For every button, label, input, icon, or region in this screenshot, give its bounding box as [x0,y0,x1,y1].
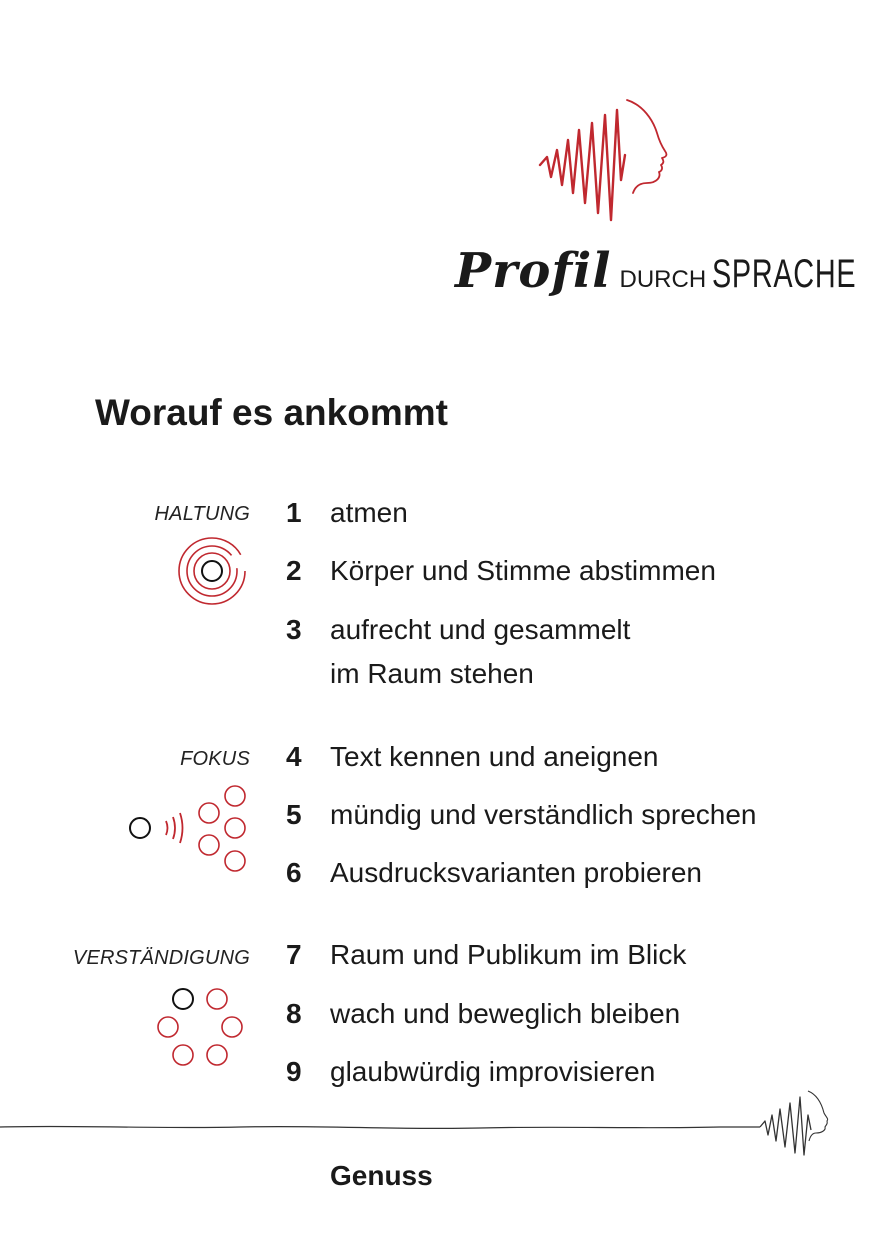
logo-wordmark [455,243,877,299]
item-text: mündig und verständlich sprechen [330,799,757,830]
list-item [286,851,702,895]
sound-waves-circles-icon [125,783,255,878]
item-number: 7 [286,939,302,970]
divider-line-with-profile-icon [0,1085,877,1165]
item-text: aufrecht und gesammelt [330,614,631,645]
item-number: 9 [286,1056,302,1087]
list-item [286,491,408,535]
page-title: Worauf es ankommt [95,392,448,433]
logo-word-durch: DURCH [619,266,707,293]
item-text: Körper und Stimme abstimmen [330,555,716,586]
item-text: wach und beweglich bleiben [330,998,681,1029]
list-item [286,549,716,593]
logo-word-profil: Profil [455,243,612,299]
list-item [286,793,756,837]
item-number: 4 [286,741,302,772]
category-label-verstaendigung: VERSTÄNDIGUNG [72,947,250,969]
item-number: 8 [286,998,302,1029]
item-number: 5 [286,799,302,830]
item-text: glaubwürdig improvisieren [330,1056,656,1087]
circle-ring-icon [152,985,248,1071]
list-item [286,735,659,779]
item-text: Raum und Publikum im Blick [330,939,687,970]
concentric-circles-icon [175,535,249,609]
voice-profile-icon [535,95,695,240]
item-number: 2 [286,555,302,586]
item-text: Text kennen und aneignen [330,741,659,772]
item-text: Ausdrucksvarianten probieren [330,857,702,888]
item-number: 6 [286,857,302,888]
item-text-line2: im Raum stehen [330,658,534,689]
logo-word-sprache: SPRACHE [712,252,857,296]
list-item [286,992,680,1036]
item-number: 1 [286,497,302,528]
list-item [286,933,686,977]
footer-label: Genuss [330,1160,433,1191]
logo [440,95,857,325]
list-item [286,608,630,696]
item-number: 3 [286,614,302,645]
category-label-haltung: HALTUNG [154,503,250,525]
item-text: atmen [330,497,408,528]
category-label-fokus: FOKUS [180,748,250,770]
